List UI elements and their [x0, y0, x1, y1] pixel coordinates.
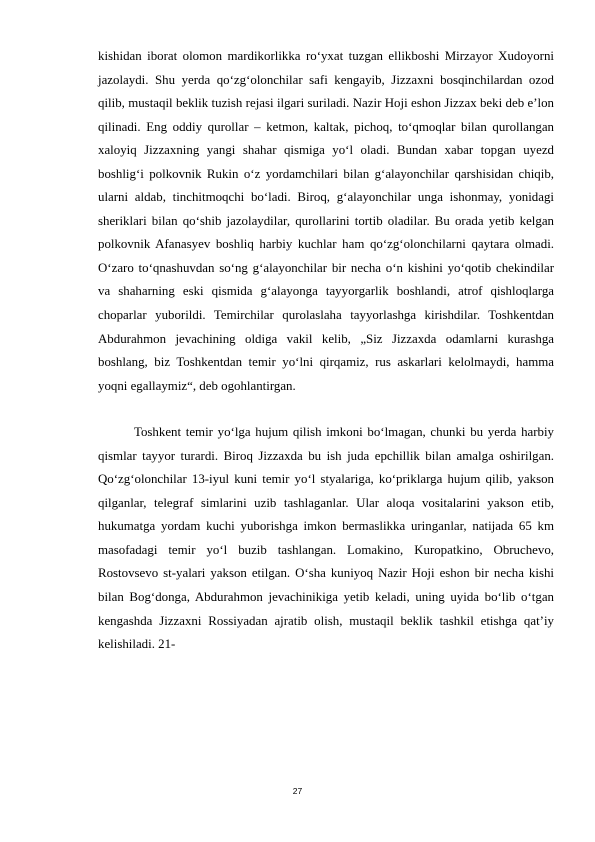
paragraph-spacer — [98, 398, 554, 421]
paragraph-1: kishidan iborat olomon mardikorlikka ro‘yxat tuzgan ellikboshi Mirzayor Xudoyorni jazolaydi. Shu yerda qo‘zg‘olonchilar safi kengayib, Jizzaxni bosqinchilardan ozod qilib, mustaqil beklik tuzish rejasi ilgari suriladi. Nazir Hoji eshon Jizzax beki deb e’lon qilinadi. Eng oddiy qurollar – ketmon, kaltak, pichoq, to‘qmoqlar bilan qurollangan xaloyiq Jizzaxning yangi shahar qismiga yo‘l oladi. Bundan xabar topgan uyezd boshlig‘i polkovnik Rukin o‘z yordamchilari bilan g‘alayonchilar qarshisidan chiqib, ularni aldab, tinchitmoqchi bo‘ladi. Biroq, g‘alayonchilar unga ishonmay, yonidagi sheriklari bilan qo‘shib jazolaydilar, qurollarini tortib oladilar. Bu orada yetib kelgan polkovnik Afanasyev boshliq harbiy kuchlar ham qo‘zg‘olonchilarni qaytara olmadi. O‘zaro to‘qnashuvdan so‘ng g‘alayonchilar bir necha o‘n kishini yo‘qotib chekindilar va shaharning eski qismida g‘alayonga tayyorgarlik boshlandi, atrof qishloqlarga choparlar yuborildi. Temirchilar qurolaslaha tayyorlashga kirishdilar. Toshkentdan Abdurahmon jevachining oldiga vakil kelib, „Siz Jizzaxda odamlarni kurashga boshlang, biz Toshkentdan temir yo‘lni qirqamiz, rus askarlari kelolmaydi, hamma yoqni egallaymiz“, deb ogohlantirgan. — [98, 49, 554, 393]
paragraph-2: Toshkent temir yo‘lga hujum qilish imkoni bo‘lmagan, chunki bu yerda harbiy qismlar tayyor turardi. Biroq Jizzaxda bu ish juda epchillik bilan amalga oshirilgan. Qo‘zg‘olonchilar 13-iyul kuni temir yo‘l styalariga, ko‘priklarga hujum qilib, yakson qilganlar, telegraf simlarini uzib tashlaganlar. Ular aloqa vositalarini yakson etib, hukumatga yordam kuchi yuborishga imkon bermaslikka uringanlar, natijada 65 km masofadagi temir yo‘l buzib tashlangan. Lomakino, Kuropatkino, Obruchevo, Rostovsevo st-yalari yakson etilgan. O‘sha kuniyoq Nazir Hoji eshon bir necha kishi bilan Bog‘donga, Abdurahmon jevachinikiga yetib keladi, uning uyida bo‘lib o‘tgan kengashda Jizzaxni Rossiyadan ajratib olish, mustaqil beklik tashkil etishga qat’iy kelishiladi. 21- — [98, 425, 554, 652]
page-number: 27 — [292, 786, 303, 796]
page-body — [98, 45, 554, 657]
